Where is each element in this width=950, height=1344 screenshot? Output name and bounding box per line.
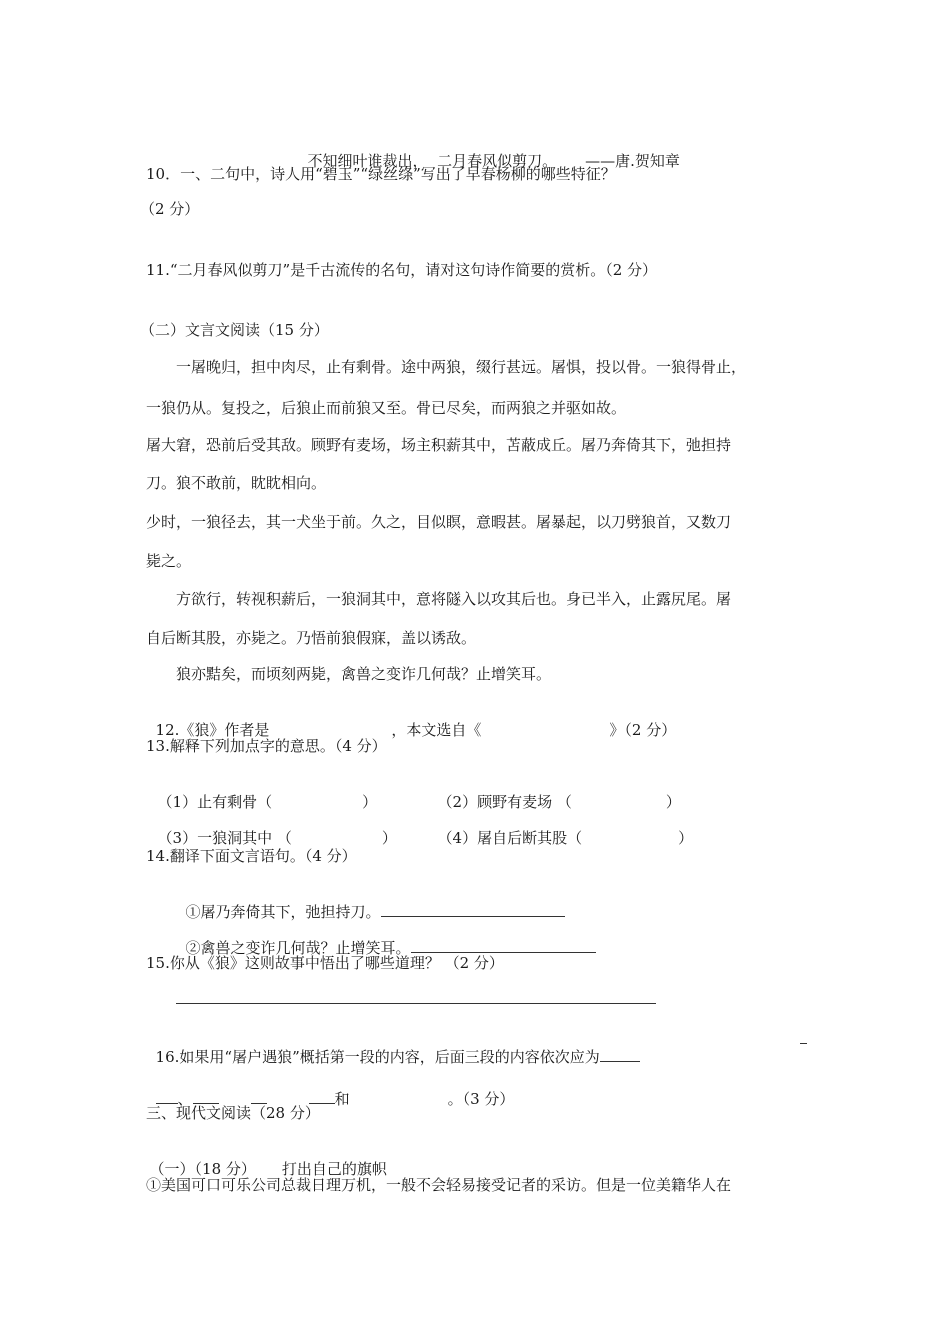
question-14-item: ①屠乃奔倚其下，弛担持刀。	[176, 882, 565, 922]
question-14: 14.翻译下面文言语句。（4 分）	[146, 847, 357, 865]
answer-line[interactable]	[800, 1043, 807, 1044]
poem-author: ——唐.贺知章	[585, 152, 680, 170]
article-title: 打出自己的旗帜	[281, 1160, 387, 1178]
passage-line: 方欲行，转视积薪后，一狼洞其中，意将隧入以攻其后也。身已半入，止露尻尾。屠	[176, 590, 732, 608]
answer-line[interactable]	[193, 1089, 219, 1104]
section-2-heading: （二）文言文阅读（15 分）	[140, 321, 329, 339]
question-13: 13.解释下列加点字的意思。（4 分）	[146, 737, 387, 755]
question-10: 10．一、二句中，诗人用“碧玉”“绿丝绦”写出了早春杨柳的哪些特征？	[146, 165, 616, 183]
section-3-sub: （一）（18 分） 打出自己的旗帜	[149, 1160, 387, 1178]
passage-line: 一狼仍从。复投之，后狼止而前狼又至。骨已尽矣，而两狼之并驱如故。	[146, 399, 627, 417]
question-13-item: （1）止有剩骨（ ）	[157, 793, 378, 811]
answer-line[interactable]	[176, 1003, 656, 1004]
passage-line: 一屠晚归，担中肉尽，止有剩骨。途中两狼，缀行甚远。屠惧，投以骨。一狼得骨止，	[176, 358, 747, 376]
passage-line: 刀。狼不敢前，眈眈相向。	[146, 474, 327, 492]
article-paragraph: ①美国可口可乐公司总裁日理万机，一般不会轻易接受记者的采访。但是一位美籍华人在	[146, 1176, 732, 1194]
question-14-item: ②禽兽之变诈几何哉？止增笑耳。	[176, 918, 596, 958]
answer-line[interactable]	[309, 1089, 335, 1104]
passage-line: 狼亦黠矣，而顷刻两毙，禽兽之变诈几何哉？止增笑耳。	[176, 665, 552, 683]
question-16: 16.如果用“屠户遇狼”概括第一段的内容，后面三段的内容依次应为	[146, 1027, 640, 1067]
passage-line: 屠大窘，恐前后受其敌。顾野有麦场，场主积薪其中，苫蔽成丘。屠乃奔倚其下，弛担持	[146, 436, 732, 454]
question-10-score: （2 分）	[140, 200, 200, 218]
answer-line[interactable]	[251, 1089, 267, 1104]
section-3-heading: 三、现代文阅读（28 分）	[146, 1104, 320, 1122]
answer-line[interactable]	[600, 1047, 640, 1062]
question-16-cont: 、 和 。（3 分）	[146, 1069, 514, 1109]
question-13-item: （4）屠自后断其股（ ）	[437, 829, 694, 847]
question-12: 12.《狼》作者是 ，本文选自《 》（2 分）	[155, 721, 677, 739]
passage-line: 自后断其股，亦毙之。乃悟前狼假寐，盖以诱敌。	[146, 629, 477, 647]
passage-line: 少时，一狼径去，其一犬坐于前。久之，目似瞑，意暇甚。屠暴起，以刀劈狼首，又数刀	[146, 513, 732, 531]
question-11: 11.“二月春风似剪刀”是千古流传的名句，请对这句诗作简要的赏析。（2 分）	[146, 261, 658, 279]
poem-text: 不知细叶谁裁出， 二月春风似剪刀。	[307, 152, 558, 170]
answer-line[interactable]	[411, 938, 596, 953]
question-15: 15.你从《狼》这则故事中悟出了哪些道理？ （2 分）	[146, 954, 504, 972]
question-13-item: （2）顾野有麦场 （ ）	[437, 793, 681, 811]
passage-line: 毙之。	[146, 552, 192, 570]
answer-line[interactable]	[381, 902, 565, 917]
question-13-item: （3）一狼洞其中 （ ）	[157, 829, 397, 847]
answer-line[interactable]	[156, 1089, 178, 1104]
